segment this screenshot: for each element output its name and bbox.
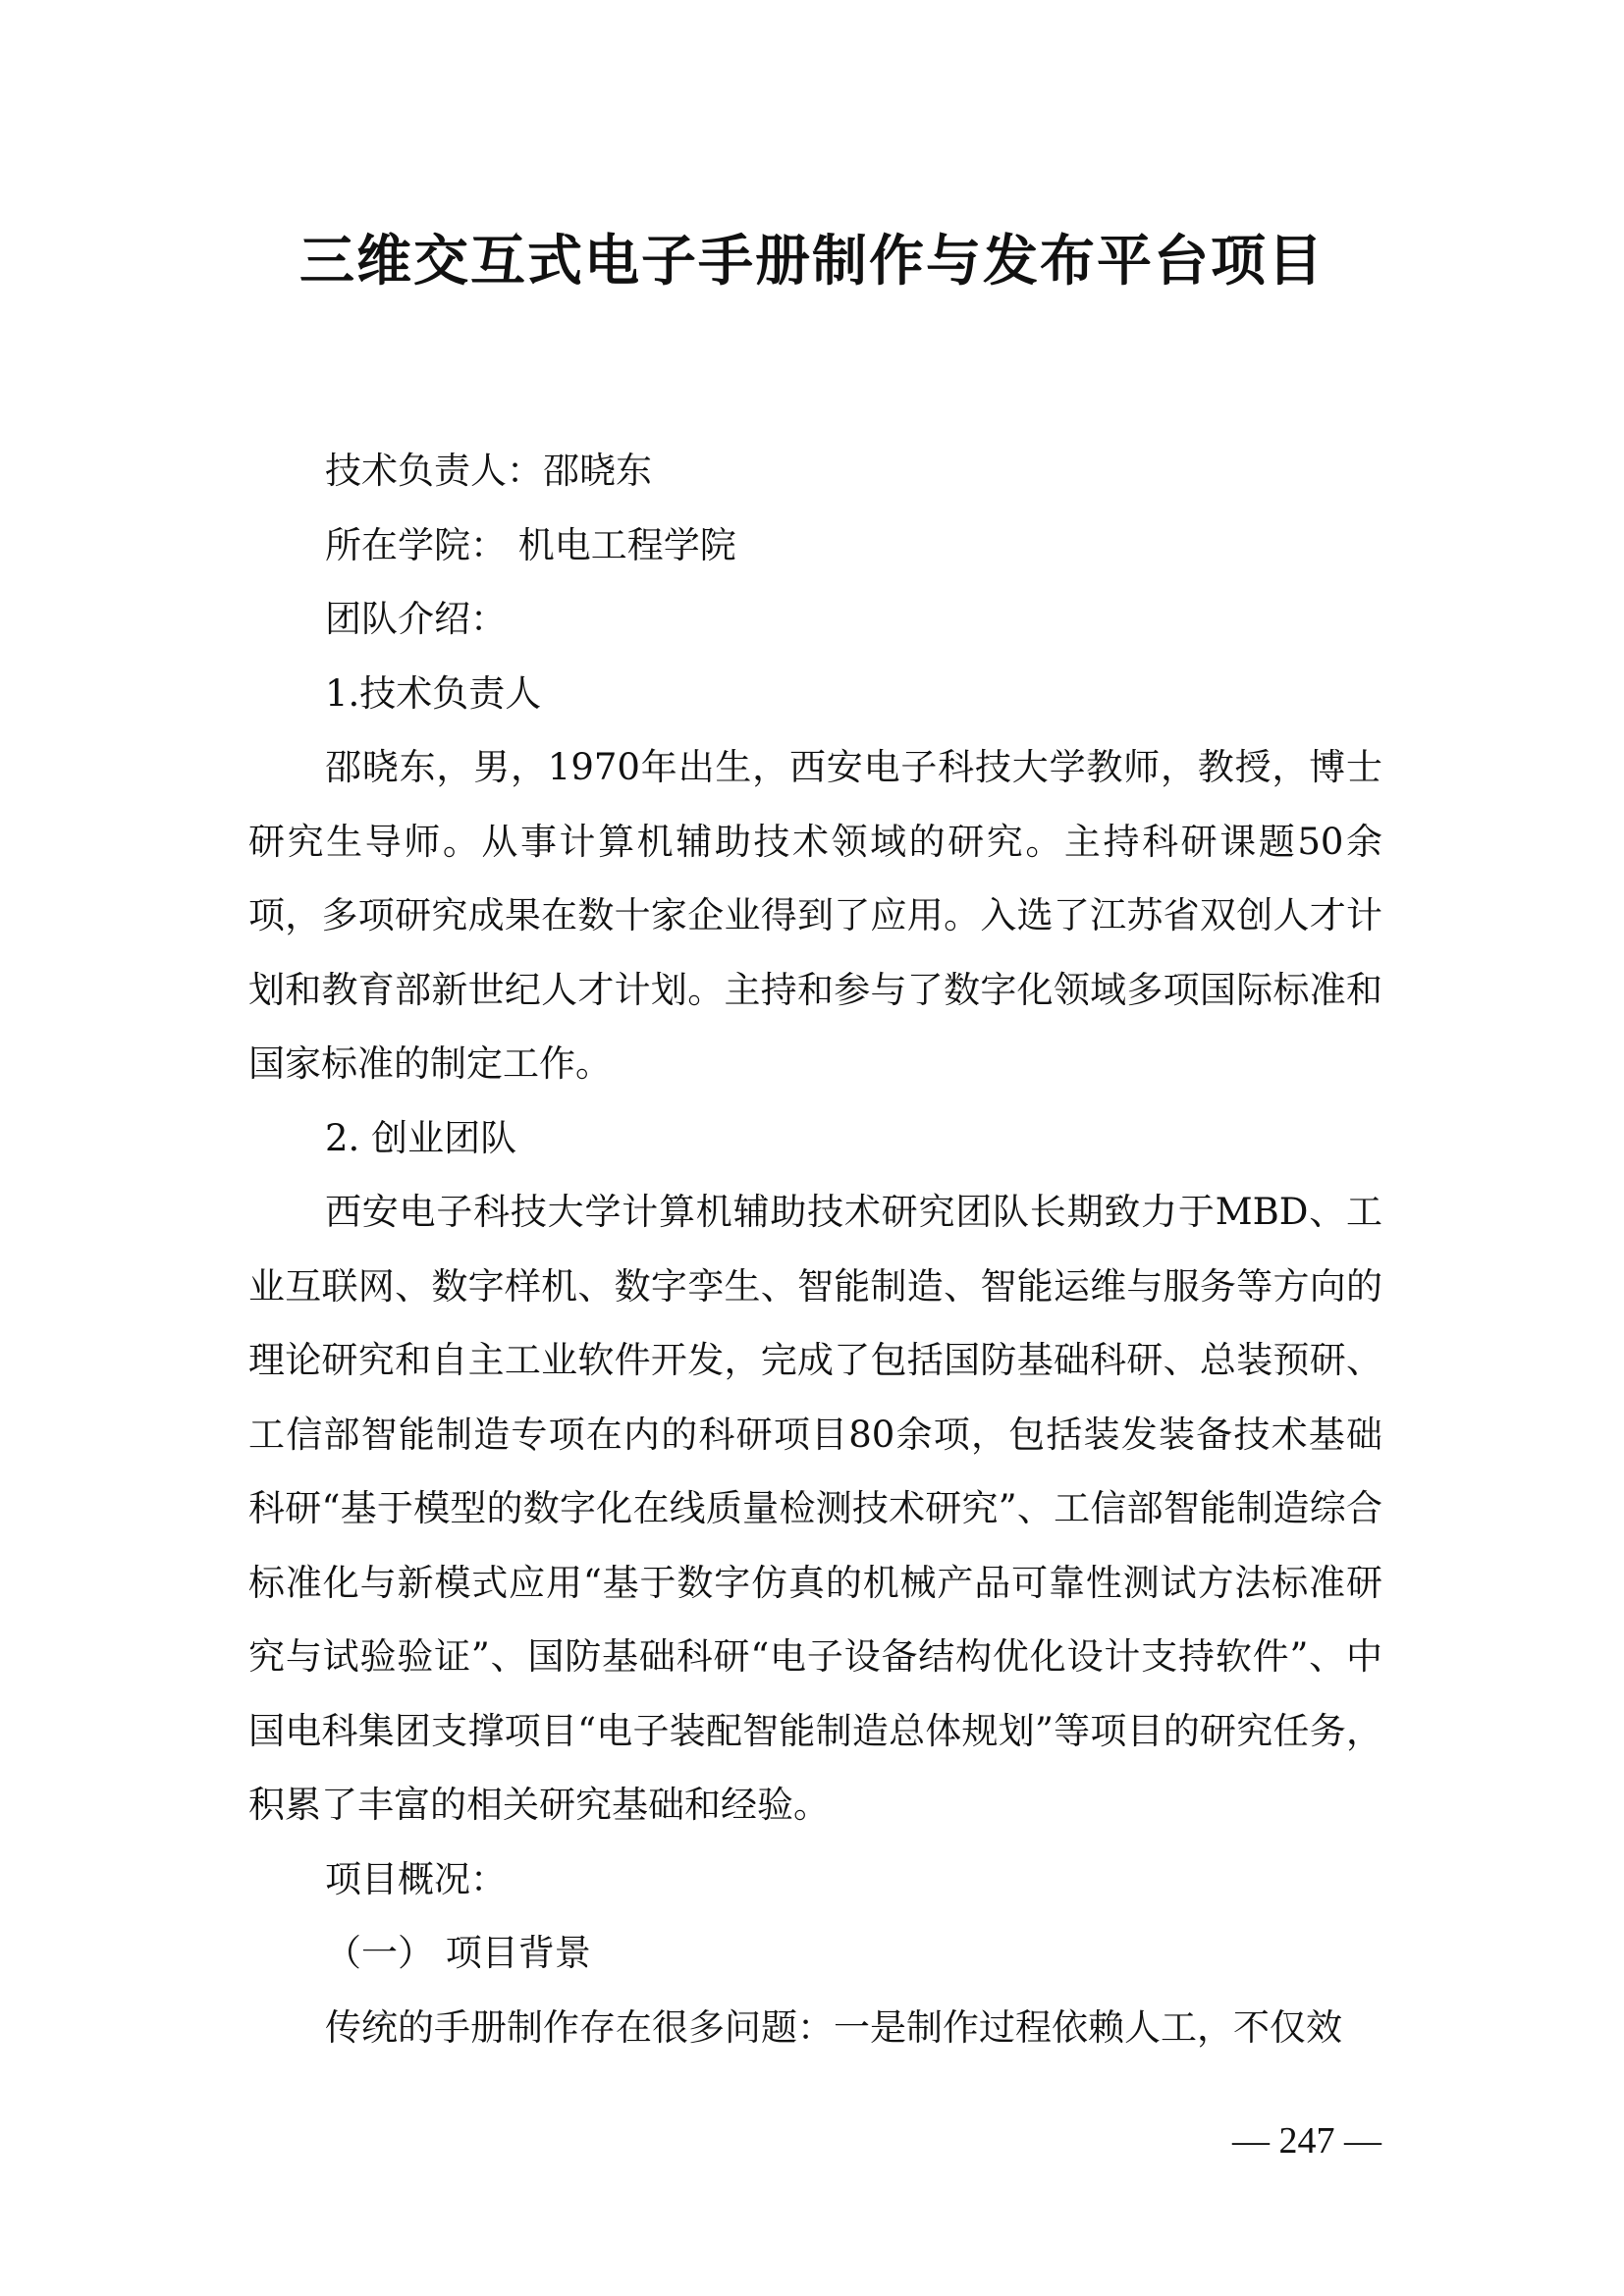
background-heading: （一） 项目背景 [325,1932,591,1974]
page-title: 三维交互式电子手册制作与发布平台项目 [299,229,1325,294]
team-intro-line: 团队介绍： [325,598,507,640]
tech-lead-line: 技术负责人：邵晓东 [325,450,652,492]
tech-lead-paragraph: 邵晓东，男，1970年出生，西安电子科技大学教师，教授，博士研究生导师。从事计算机辅助技术领域的研究。主持科研课题50余项，多项研究成果在数十家企业得到了应用。入选了江苏省双创人才计划和教育部新世纪人才计划。主持和参与了数字化领域多项国际标准和国家标准的制定工作。 [248,746,1382,1085]
document-body [248,434,1382,2064]
background-paragraph: 传统的手册制作存在很多问题：一是制作过程依赖人工，不仅效 [325,2005,1342,2049]
tech-lead-heading: 1.技术负责人 [325,671,542,715]
overview-heading: 项目概况： [325,1857,507,1900]
college-line: 所在学院： 机电工程学院 [325,523,736,566]
startup-team-heading: 2. 创业团队 [325,1116,517,1159]
page-number: — 247 — [1232,2120,1381,2162]
startup-team-paragraph: 西安电子科技大学计算机辅助技术研究团队长期致力于MBD、工业互联网、数字样机、数字孪生、智能制造、智能运维与服务等方向的理论研究和自主工业软件开发，完成了包括国防基础科研、总装预研、工信部智能制造专项在内的科研项目80余项，包括装发装备技术基础科研“基于模型的数字化在线质量检测技术研究”、工信部智能制造综合标准化与新模式应用“基于数字仿真的机械产品可靠性测试方法标准研究与试验验证”、国防基础科研“电子设备结构优化设计支持软件”、中国电科集团支撑项目“电子装配智能制造总体规划”等项目的研究任务，积累了丰富的相关研究基础和经验。 [248,1191,1382,1826]
